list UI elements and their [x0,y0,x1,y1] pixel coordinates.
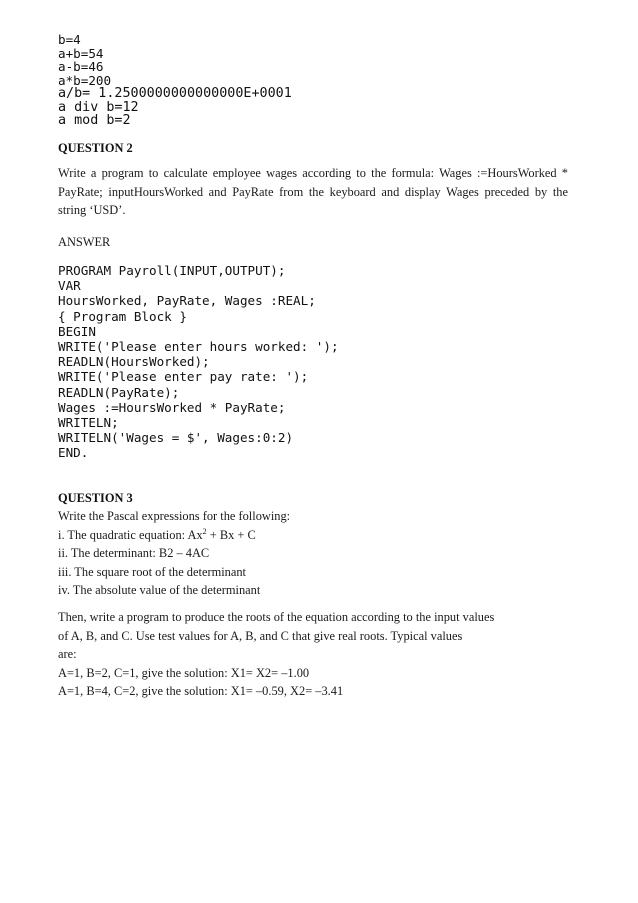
output-line: a mod b=2 [58,113,131,128]
list-item: ii. The determinant: B2 – 4AC [58,546,210,561]
output-line: a/b= 1.2500000000000000E+0001 [58,86,292,101]
output-line: a+b=54 [58,45,104,61]
item-text: + Bx + C [206,527,256,542]
code-line: WRITE('Please enter hours worked: '); [58,339,339,355]
code-line: { Program Block } [58,308,187,324]
item-text: i. The quadratic equation: Ax [58,527,203,542]
question3-heading: QUESTION 3 [58,491,133,505]
list-item: iii. The square root of the determinant [58,564,246,579]
answer-label: ANSWER [58,235,111,249]
code-line: PROGRAM Payroll(INPUT,OUTPUT); [58,263,286,278]
paragraph-line: Then, write a program to produce the roots of the equation according to the input values [58,610,495,624]
code-line: HoursWorked, PayRate, Wages :REAL; [58,293,316,309]
code-line: END. [58,445,89,461]
code-line: Wages :=HoursWorked * PayRate; [58,399,286,415]
code-line: READLN(PayRate); [58,384,180,400]
output-line: a*b=200 [58,72,112,88]
code-line: WRITE('Please enter pay rate: '); [58,369,309,385]
code-line: WRITELN; [58,415,119,431]
paragraph-line: are: [58,647,77,662]
example-line: A=1, B=2, C=1, give the solution: X1= X2= –1.00 [58,665,310,680]
output-line: a-b=46 [58,59,104,74]
code-line: READLN(HoursWorked); [58,354,210,370]
code-line: WRITELN('Wages = $', Wages:0:2) [58,430,294,446]
question3-paragraph [58,608,568,701]
code-line: VAR [58,278,81,294]
question2-text: Write a program to calculate employee wages according to the formula: Wages :=HoursWorked * PayRate; inputHoursWorked and PayRate from the keyboard and display Wages preceded by the string ‘USD’. [58,166,568,218]
paragraph-line: of A, B, and C. Use test values for A, B, and C that give real roots. Typical values [58,628,463,643]
code-listing [58,263,339,461]
example-line: A=1, B=4, C=2, give the solution: X1= –0.59, X2= –3.41 [58,684,344,699]
list-item [58,526,568,545]
program-output [58,33,292,128]
code-line: BEGIN [58,323,96,339]
exponent: 2 [202,526,207,536]
question3-intro: Write the Pascal expressions for the following: [58,509,291,523]
output-line: b=4 [58,32,81,47]
list-item: iv. The absolute value of the determinant [58,583,261,598]
output-line: a div b=12 [58,99,139,115]
question3-body [58,507,568,600]
question2-heading: QUESTION 2 [58,141,133,155]
